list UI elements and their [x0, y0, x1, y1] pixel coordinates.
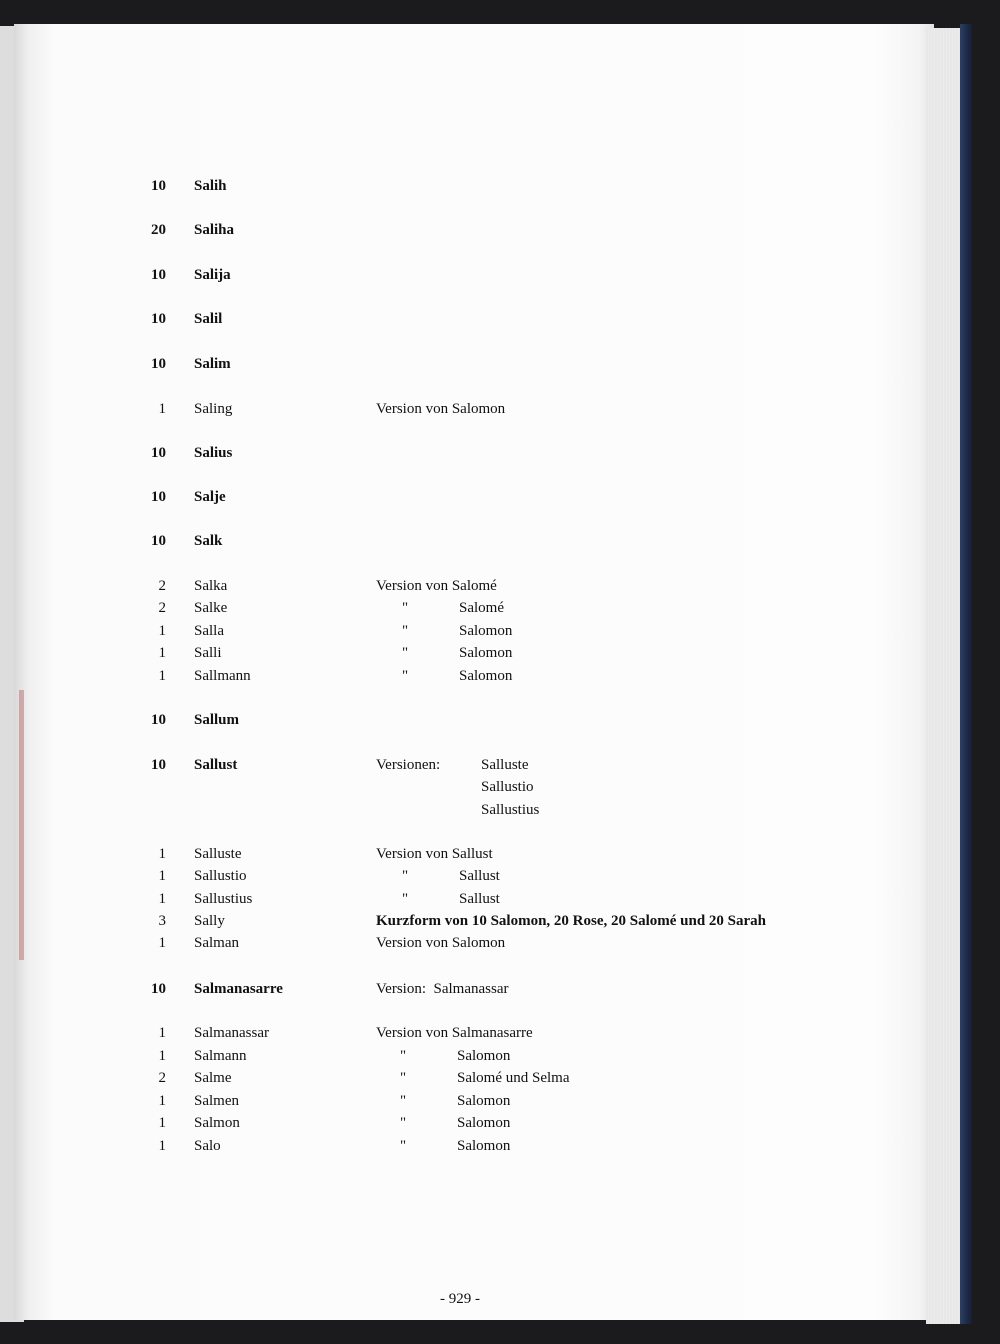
entry-description: Version von Salmanasarre [376, 1025, 533, 1041]
entry-row [0, 175, 1000, 197]
entry-count: 2 [158, 1070, 166, 1086]
entry-row [0, 219, 1000, 241]
entry-count: 10 [151, 311, 166, 327]
entry-count: 10 [151, 712, 166, 728]
entry-count: 10 [151, 757, 166, 773]
entry-row [0, 575, 1000, 597]
entry-count: 3 [158, 913, 166, 929]
entry-name: Salija [194, 267, 231, 283]
entry-count: 1 [158, 645, 166, 661]
entry-description: Version von Sallust [376, 846, 493, 862]
ditto-mark: " [402, 623, 409, 639]
entry-name: Salke [194, 600, 228, 616]
entry-row [0, 1022, 1000, 1044]
entry-row [0, 665, 1000, 687]
entry-description: Version: Salmanassar [376, 981, 509, 997]
entry-count: 1 [158, 1025, 166, 1041]
entry-row [0, 1112, 1000, 1134]
entry-name: Salme [194, 1070, 232, 1086]
entry-name: Salius [194, 445, 233, 461]
entry-name: Salman [194, 935, 239, 951]
entry-count: 1 [158, 1115, 166, 1131]
entry-name: Saliha [194, 222, 235, 238]
entry-row [0, 754, 1000, 776]
entry-name: Salim [194, 356, 231, 372]
entry-reference: Sallustio [481, 779, 534, 795]
entry-name: Salih [194, 178, 227, 194]
entry-name: Salmen [194, 1093, 239, 1109]
entry-name: Salje [194, 489, 226, 505]
entry-reference: Salomé und Selma [457, 1070, 570, 1086]
entry-count: 1 [158, 401, 166, 417]
entry-name: Sallmann [194, 668, 251, 684]
entry-row [0, 264, 1000, 286]
entry-count: 1 [158, 868, 166, 884]
entry-count: 1 [158, 623, 166, 639]
entry-description: Versionen: [376, 757, 441, 773]
entry-row [0, 1067, 1000, 1089]
entry-description: Version von Salomé [376, 578, 497, 594]
ditto-mark: " [400, 1093, 407, 1109]
entry-name: Salo [194, 1138, 221, 1154]
entry-count: 1 [158, 1048, 166, 1064]
entry-reference: Salomon [457, 1115, 511, 1131]
entry-reference: Salomon [459, 645, 513, 661]
entry-count: 10 [151, 489, 166, 505]
entry-reference: Salomon [457, 1048, 511, 1064]
entry-row [0, 978, 1000, 1000]
entry-reference: Salluste [481, 757, 529, 773]
ditto-mark: " [402, 868, 409, 884]
entry-name: Salk [194, 533, 223, 549]
entry-count: 1 [158, 891, 166, 907]
entry-description: Kurzform von 10 Salomon, 20 Rose, 20 Salomé und 20 Sarah [376, 913, 767, 929]
entry-reference: Salomon [459, 623, 513, 639]
ditto-mark: " [402, 645, 409, 661]
entry-count: 20 [151, 222, 166, 238]
entry-row [0, 486, 1000, 508]
entry-name: Sallum [194, 712, 240, 728]
entry-count: 2 [158, 600, 166, 616]
entry-row [0, 398, 1000, 420]
entry-name: Salmanasarre [194, 981, 283, 997]
ditto-mark: " [400, 1070, 407, 1086]
ditto-mark: " [400, 1138, 407, 1154]
ditto-mark: " [402, 891, 409, 907]
entry-row [0, 597, 1000, 619]
entry-reference: Sallust [459, 891, 500, 907]
entry-count: 10 [151, 356, 166, 372]
entry-row [0, 308, 1000, 330]
ditto-mark: " [402, 600, 409, 616]
entry-count: 10 [151, 445, 166, 461]
entry-reference: Salomon [457, 1093, 511, 1109]
entry-count: 1 [158, 846, 166, 862]
entry-row [0, 865, 1000, 887]
entry-count: 1 [158, 1138, 166, 1154]
entry-name: Salluste [194, 846, 242, 862]
ditto-mark: " [402, 668, 409, 684]
entry-name: Salmanassar [194, 1025, 269, 1041]
entry-row [0, 1090, 1000, 1112]
entry-count: 10 [151, 178, 166, 194]
entry-name: Salla [194, 623, 224, 639]
entry-reference: Salomon [457, 1138, 511, 1154]
entry-name: Sallustius [194, 891, 253, 907]
entry-name: Salli [194, 645, 222, 661]
entry-count: 1 [158, 935, 166, 951]
entry-count: 10 [151, 981, 166, 997]
entry-row [0, 642, 1000, 664]
entry-description: Version von Salomon [376, 401, 506, 417]
entry-reference: Salomon [459, 668, 513, 684]
entry-row [0, 799, 1000, 821]
entry-row [0, 910, 1000, 932]
entry-count: 10 [151, 267, 166, 283]
entry-row [0, 442, 1000, 464]
entry-reference: Salomé [459, 600, 504, 616]
page-number: - 929 - [440, 1291, 480, 1307]
entry-name: Sallustio [194, 868, 247, 884]
entry-row [0, 888, 1000, 910]
ditto-mark: " [400, 1115, 407, 1131]
entry-row [0, 530, 1000, 552]
entry-row [0, 1045, 1000, 1067]
entry-name: Saling [194, 401, 233, 417]
entry-name: Salmon [194, 1115, 240, 1131]
entry-row [0, 709, 1000, 731]
entry-count: 1 [158, 1093, 166, 1109]
entry-row [0, 1135, 1000, 1157]
entry-reference: Sallustius [481, 802, 540, 818]
entry-row [0, 843, 1000, 865]
entry-row [0, 620, 1000, 642]
entry-description: Version von Salomon [376, 935, 506, 951]
entry-row [0, 932, 1000, 954]
entry-reference: Sallust [459, 868, 500, 884]
entry-name: Sallust [194, 757, 238, 773]
entry-count: 2 [158, 578, 166, 594]
entry-name: Salka [194, 578, 228, 594]
entry-name: Salil [194, 311, 223, 327]
entry-row [0, 776, 1000, 798]
entry-name: Salmann [194, 1048, 247, 1064]
entry-count: 10 [151, 533, 166, 549]
ditto-mark: " [400, 1048, 407, 1064]
entry-name: Sally [194, 913, 225, 929]
entry-count: 1 [158, 668, 166, 684]
entry-row [0, 353, 1000, 375]
